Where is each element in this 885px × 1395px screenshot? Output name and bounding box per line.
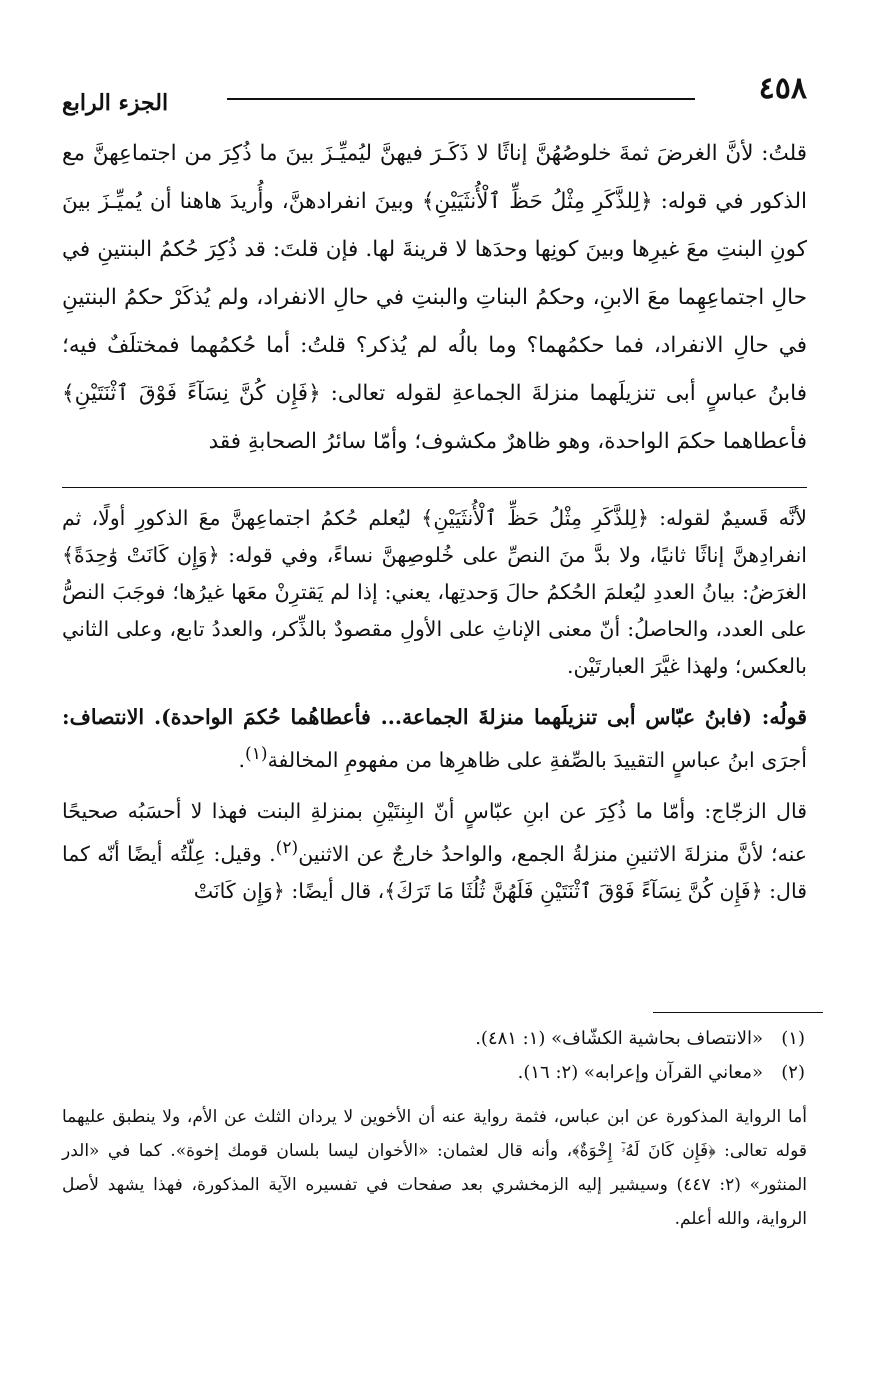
main-paragraph: قلتُ: لأنَّ الغرضَ ثمةَ خلوصُهُنَّ إناثًا لا ذَكَـرَ فيهنَّ ليُميِّـزَ بينَ ما ذُكِرَ من اجتماعِهنَّ مع الذكور في قوله: ﴿لِلذَّكَرِ مِثْلُ حَظِّ ٱلْأُنثَيَيْنِ﴾ وبينَ انفرادهنَّ، وأُريدَ هاهنا أن يُميِّـزَ بينَ كونِ البنتِ معَ غيرِها وبينَ كونِها وحدَها لا قرينةَ لها. فإن قلتَ: قد ذُكِرَ حُكمُ البنتينِ في حالِ اجتماعِهِما معَ الابنِ، وحكمُ البناتِ والبنتِ في حالِ الانفراد، ولم يُذكَرْ حكمُ البنتينِ في حالِ الانفراد، فما حكمُهما؟ وما بالُه لم يُذكر؟ قلتُ: أما حُكمُهما فمختلَفٌ فيه؛ فابنُ عباسٍ أبى تنزيلَهما منزلةَ الجماعةِ لقوله تعالى: ﴿فَإِن كُنَّ نِسَآءً فَوْقَ ٱثْنَتَيْنِ﴾ فأعطاهما حكمَ الواحدة، وهو ظاهرٌ مكشوف؛ وأمّا سائرُ الصحابةِ فقد [62,141,807,454]
commentary-paragraph-2: قولُه: (فابنُ عبّاس أبى تنزيلَهما منزلةَ الجماعة... فأعطاهُما حُكمَ الواحدة). الانتصاف: أجرَى ابنُ عباسٍ التقييدَ بالصِّفةِ على ظاهرِها من مفهومِ المخالفة$^{(١)}$. [62,705,807,772]
footnote-divider [653,1012,823,1013]
section-divider [62,487,807,488]
commentary-paragraph-3-text-b: . وقيل: عِلّتُه أيضًا أنّه كما قال: ﴿فَإِن كُنَّ نِسَآءً فَوْقَ ٱثْنَتَيْنِ فَلَهُنَّ ثُلُثَا مَا تَرَكَ﴾، قال أيضًا: ﴿وَإِن كَانَتْ [62,841,807,903]
page-header [62,68,807,118]
commentary-paragraph-2-text: أجرَى ابنُ عباسٍ التقييدَ بالصِّفةِ على ظاهرِها من مفهومِ المخالفة [267,747,807,772]
footnote-1-text: «الانتصاف بحاشية الكشّاف» (١: ٤٨١). [475,1028,763,1049]
commentary-paragraph-1: لأنَّه قَسيمٌ لقوله: ﴿لِلذَّكَرِ مِثْلُ حَظِّ ٱلْأُنثَيَيْنِ﴾ ليُعلم حُكمُ اجتماعِهنَّ معَ الذكورِ أولًا، ثم انفرادِهنَّ إناثًا ثانيًا، ولا بدَّ منَ النصِّ على خُلوصِهنَّ نساءً، وفي قوله: ﴿وَإِن كَانَتْ وَٰحِدَةً﴾ الغرَضُ: بيانُ العددِ ليُعلمَ الحُكمُ حالَ وَحدتِها، يعني: إذا لم يَقترِنْ معَها غيرُها؛ فوجَبَ النصُّ على العدد، والحاصلُ: أنّ معنى الإناثِ على الأولِ مقصودٌ بالذِّكر، والعددُ تابع، وعلى الثاني بالعكس؛ ولهذا غيَّرَ العبارتَيْن. [62,506,807,678]
footnote-1-number: (١) [781,1028,805,1049]
commentary-section [62,500,807,910]
main-text [62,130,807,466]
running-head: الجزء الرابع [62,90,169,116]
footnote-2-text: «معاني القرآن وإعرابه» (٢: ١٦). [517,1062,763,1083]
header-rule [227,98,695,100]
footnote-ref-1[interactable]: (١) [245,744,268,764]
footnote-2 [62,1056,807,1090]
footnote-1 [62,1022,807,1056]
commentary-quote-lead: قولُه: (فابنُ عبّاس أبى تنزيلَهما منزلةَ الجماعة... فأعطاهُما حُكمَ الواحدة). الانتصاف: [62,705,807,729]
footnote-2-number: (٢) [781,1062,805,1083]
commentary-paragraph-3-text-a: قال الزجّاج: وأمّا ما ذُكِرَ عن ابنِ عبّاسٍ أنّ البِنتَيْنِ بمنزلةِ البنت فهذا لا أحسَبُه صحيحًا عنه؛ لأنَّ منزلةَ الاثنينِ منزلةُ الجمع، والواحدُ خارجٌ عن الاثنين [62,798,807,866]
commentary-paragraph-3 [62,793,807,910]
footnotes [62,1022,807,1236]
page-number: ٤٥٨ [758,71,807,106]
footnote-ref-2[interactable]: (٢) [275,837,299,858]
editor-note: أما الرواية المذكورة عن ابن عباس، فثمة رواية عنه أن الأخوين لا يردان الثلث عن الأم، ولا ينطبق عليهما قوله تعالى: ﴿فَإِن كَانَ لَهُۥٓ إِخْوَةٌ﴾، وأنه قال لعثمان: «الأخوان ليسا بلسان قومك إخوة». كما في «الدر المنثور» (٢: ٤٤٧) وسيشير إليه الزمخشري بعد صفحات في تفسيره الآية المذكورة، فهذا يشهد لأصل الرواية، والله أعلم. [62,1107,807,1229]
